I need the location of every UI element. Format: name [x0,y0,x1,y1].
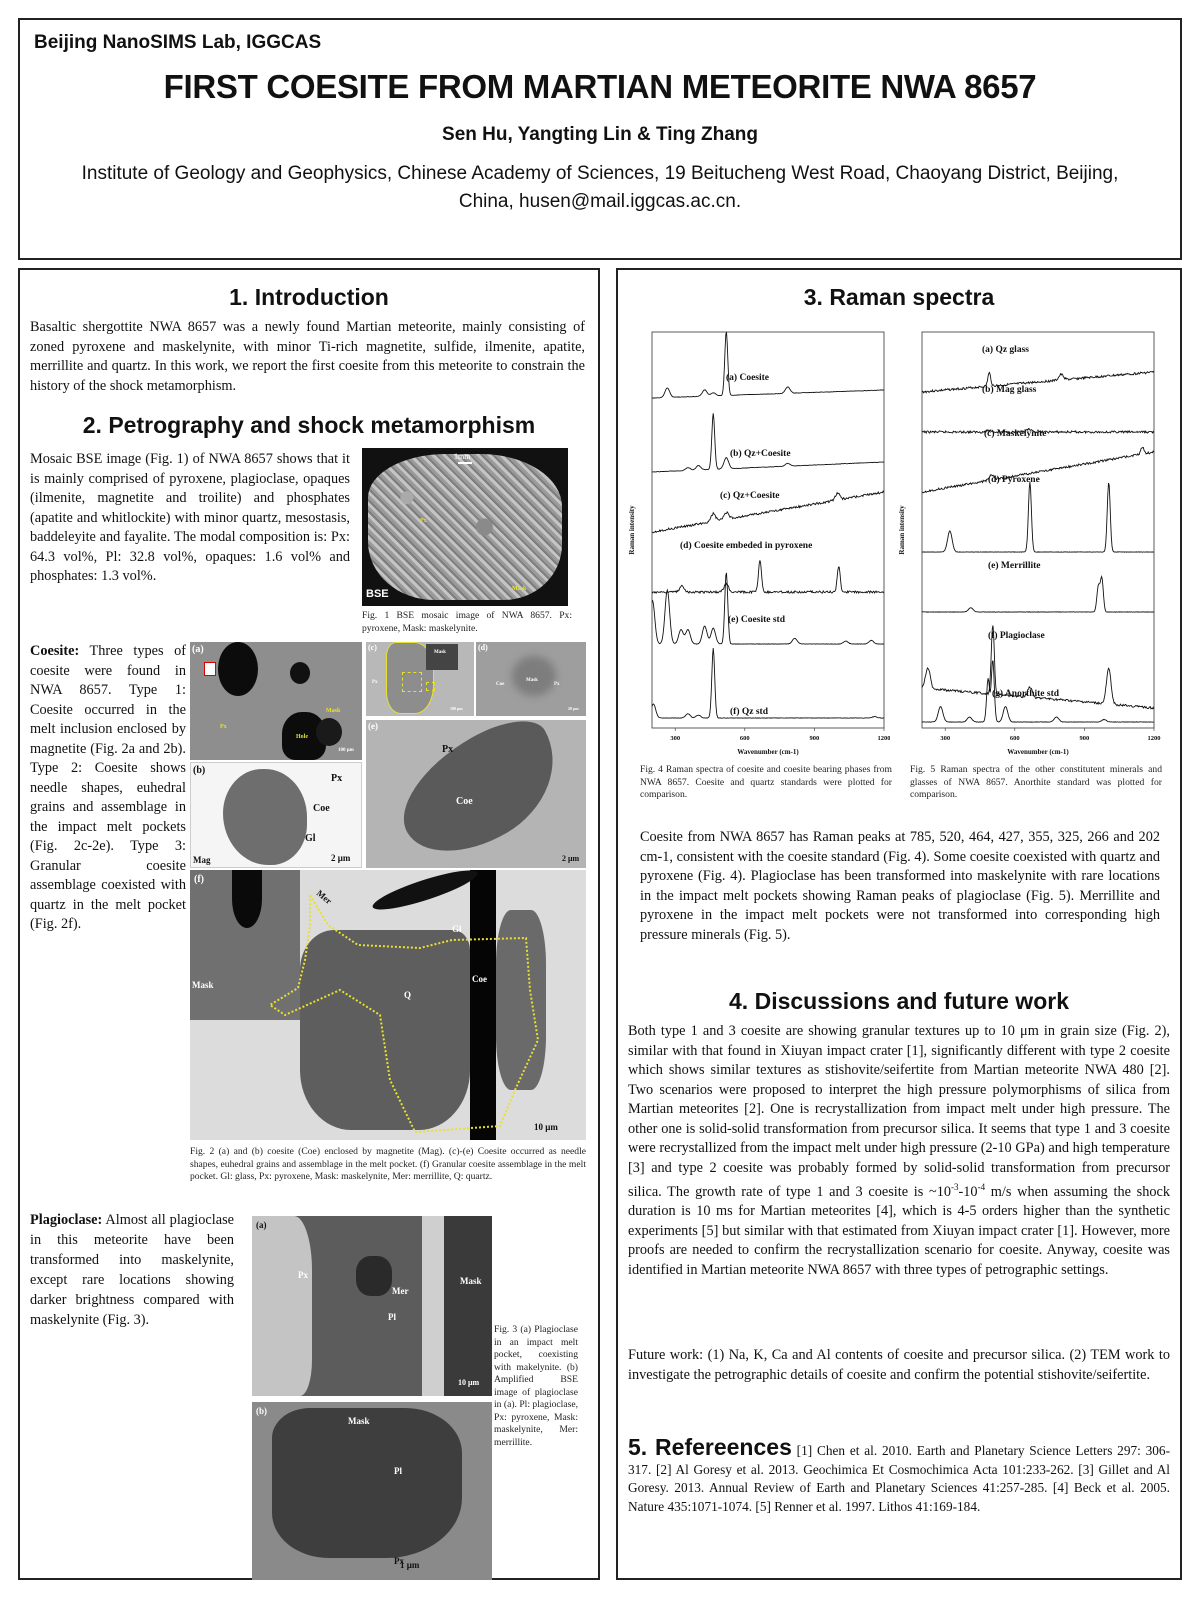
fig3a-label-mer: Mer [392,1286,409,1296]
fig2f-image [190,870,586,1140]
fig2e-scale: 2 μm [562,854,580,863]
future-work-text: Future work: (1) Na, K, Ca and Al contents of coesite and precursor silica. (2) TEM work to investigate the petrographic details of coesite and confirm the potential stishovite/seifertite. [628,1347,1170,1383]
fig3a-label-pl: Pl [388,1312,396,1322]
references-heading: 5. Refereences [628,1434,792,1460]
svg-text:(e) Merrillite: (e) Merrillite [988,561,1041,571]
svg-text:1200: 1200 [1147,735,1161,742]
affiliation: Institute of Geology and Geophysics, Chinese Academy of Sciences, 19 Beitucheng West Road, Chaoyang District, Beijing, China, husen@mail.iggcas.ac.cn. [81,163,1119,212]
svg-text:(f) Plagioclase: (f) Plagioclase [988,631,1045,641]
left-column [18,268,600,1580]
fig2c-tag: (c) [368,643,377,652]
svg-text:(g) Anorthite std: (g) Anorthite std [992,689,1060,699]
references [628,1434,1170,1516]
fig2f-tag: (f) [194,874,204,885]
fig2d-image [476,642,586,716]
fig4-raman-chart [622,322,890,762]
svg-text:600: 600 [1009,735,1020,742]
fig5-caption: Fig. 5 Raman spectra of the other constitutent minerals and glasses of NWA 8657. Anorthite standard was plotted for comparison. [910,764,1162,800]
bse-label: BSE [366,588,389,600]
fig1-bse-mosaic-image [362,448,568,606]
fig1-label-mask: Mask [512,586,527,592]
intro-text: Basaltic shergottite NWA 8657 was a newly found Martian meteorite, mainly consisting of zoned pyroxene and maskelynite, with minor Ti-rich magnetite, sulfide, ilmenite, apatite, merrillite and quartz. In this work, we report the first coesite from this meteorite to constrain the history of the shock metamorphism. [30,319,585,394]
svg-text:Raman intensity: Raman intensity [898,505,906,555]
scale-bar [458,462,472,464]
discussion-text: Both type 1 and 3 coesite are showing granular textures up to 10 μm in grain size (Fig. 2), similar with that found in Xiuyan impact crater [1], significantly different with type 2 coesite which shows similar textures as stishovite/seifertite from Martian meteorite NWA 480 [2]. Two scenarios were proposed to interpret the high pressure polymorphisms of silica from Martian meteorites [2]. One is recrystallization from impact melt under high pressure. The other one is solid-solid transformation from precursor silica. It seems that type 1 and 3 coesite were recrystallized from the impact melt under high pressure (2-10 GPa) and high temperature [3] and type 2 coesite was probably formed by solid-solid transformation from precursor silica. The growth rate of type 1 and 3 coesite is $\sim 10^{-3}-10^{-4}$ m/s when assuming the shock duration is 10 ms for Martian meteorites [4], which is 4-5 orders higher than the synthetic experiments [5] but similar with that estimated from Xiuyan impact crater [1]. However, more proofs are needed to confirm the recrystallization scenario for coesite. Anyway, coesite was identified in Martian meteorite NWA 8657 with three types of petrographic settings. [628,1023,1171,1278]
fig4-caption: Fig. 4 Raman spectra of coesite and coesite bearing phases from NWA 8657. Coesite and quartz standards were plotted for comparison. [640,764,892,800]
lab-name: Beijing NanoSIMS Lab, IGGCAS [34,32,322,53]
svg-text:Wavenumber (cm-1): Wavenumber (cm-1) [1007,748,1069,756]
poster-header [18,18,1182,260]
fig2d-label-mask: Mask [526,678,538,683]
discussion-heading: 4. Discussions and future work [729,988,1069,1014]
svg-text:Wavenumber (cm-1): Wavenumber (cm-1) [737,748,799,756]
svg-text:(d) Pyroxene: (d) Pyroxene [988,475,1040,485]
svg-text:1200: 1200 [877,735,890,742]
fig2e-label-coe: Coe [456,796,473,807]
fig2b-label-mag: Mag [193,855,211,865]
fig2e-tag: (e) [368,721,378,731]
fig2b-image [190,762,362,868]
svg-text:(a) Coesite: (a) Coesite [726,373,769,383]
fig2b-label-coe: Coe [313,803,330,814]
right-column [616,268,1182,1580]
fig2c-image [366,642,474,716]
intro-heading: 1. Introduction [229,284,389,310]
svg-text:900: 900 [809,735,820,742]
fig2e-label-px: Px [442,744,454,755]
svg-text:(c) Qz+Coesite: (c) Qz+Coesite [720,491,780,501]
fig2f-label-mask: Mask [192,980,214,990]
svg-text:Raman intensity: Raman intensity [628,505,636,555]
raman-text: Coesite from NWA 8657 has Raman peaks at 785, 520, 464, 427, 355, 325, 266 and 202 cm-1, consistent with the coesite standard (Fig. 4). Some coesite coexisted with quartz and pyroxene (Fig. 4). Plagioclase has been transformed into maskelynite with rare locations in the impact melt pockets showing Raman peaks of plagioclase (Fig. 5). Merrillite and pyroxene in the impact melt pockets were not transformed into corresponding high pressure minerals (Fig. 5). [640,829,1160,943]
fig2b-scale: 2 μm [331,853,351,863]
svg-text:300: 300 [670,735,681,742]
fig3b-label-pl: Pl [394,1466,402,1476]
authors: Sen Hu, Yangting Lin & Ting Zhang [442,124,758,145]
fig5-raman-chart [892,322,1162,762]
svg-text:(b) Mag glass: (b) Mag glass [982,385,1037,395]
plagioclase-body: Almost all plagioclase in this meteorite have been transformed into maskelynite, except rare locations showing darker brightness compared with maskelynite (Fig. 3). [30,1212,234,1328]
melt-pocket-outline [190,870,586,1140]
fig2c-label-px: Px [372,680,378,685]
coesite-text [30,642,186,935]
fig3b-image [252,1402,492,1580]
svg-text:(e) Coesite std: (e) Coesite std [728,615,785,625]
petrography-text: Mosaic BSE image (Fig. 1) of NWA 8657 shows that it is mainly comprised of pyroxene, plagioclase, opaques (ilmenite, magnetite and troilite) and phosphates (apatite and whitlockite) with minor quartz, mesostasis, baddeleyite and fayalite. The modal composition is: Px: 64.3 vol%, Pl: 32.8 vol%, opaques: 1.6 vol% and phosphates: 1.3 vol%. [30,451,350,584]
fig2a-label-hole: Hole [296,734,308,740]
fig2a-scale: 100 μm [338,748,354,753]
svg-text:(a) Qz glass: (a) Qz glass [982,345,1029,355]
fig5-svg [892,322,1162,762]
fig2d-label-px: Px [554,682,560,687]
fig2a-label-mask: Mask [326,708,341,714]
fig2b-label-px: Px [331,773,343,784]
references-text: [1] Chen et al. 2010. Earth and Planetary Science Letters 297: 306-317. [2] Al Goresy et al. 2013. Geochimica Et Cosmochimica Acta 101:233-262. [3] Gillet and Al Goresy. 2013. Annual Review of Earth and Planetary Sciences 41:257-285. [4] Beck et al. 2005. Nature 435:1071-1074. [5] Renner et al. 1997. Lithos 41:169-184. [628,1443,1170,1514]
fig3a-scale: 10 μm [458,1378,480,1387]
fig2f-scale: 10 μm [534,1122,558,1132]
fig4-svg [622,322,890,762]
fig2c-scale: 100 μm [450,706,463,711]
fig2d-tag: (d) [478,643,488,652]
plagioclase-lead: Plagioclase: [30,1212,103,1228]
fig2f-label-mer: Mer [314,887,334,907]
plagioclase-text [30,1210,234,1330]
petrography-heading: 2. Petrography and shock metamorphism [82,412,536,438]
fig2a-image [190,642,362,760]
fig2f-label-coe: Coe [472,974,487,984]
fig2a-label-px: Px [220,724,227,730]
fig3a-tag: (a) [256,1220,267,1230]
fig3a-image [252,1216,492,1396]
fig2d-label-coe: Coe [496,682,505,687]
svg-text:300: 300 [940,735,951,742]
svg-text:(c) Maskelynite: (c) Maskelynite [984,429,1047,439]
fig2d-scale: 20 μm [568,706,579,711]
fig2e-image [366,720,586,868]
fig2-caption: Fig. 2 (a) and (b) coesite (Coe) enclosed by magnetite (Mag). (c)-(e) Coesite occurred as needle shapes, euhedral grains and assemblage in the melt pocket. (f) Granular coesite assemblage in the melt pocket. Gl: glass, Px: pyroxene, Mask: maskelynite, Mer: merrillite, Q: quartz. [190,1146,586,1182]
svg-text:(d) Coesite embeded in pyroxen: (d) Coesite embeded in pyroxene [680,541,813,551]
fig3a-label-px: Px [298,1270,308,1280]
fig3b-label-px: Px [394,1556,404,1566]
raman-heading: 3. Raman spectra [803,284,995,310]
coesite-lead: Coesite: [30,643,80,659]
fig1-scale: 1mm [454,452,471,461]
fig1-label-px: Px [420,518,427,524]
svg-text:(f) Qz std: (f) Qz std [730,707,768,717]
meteorite-section [368,454,562,600]
fig1-caption: Fig. 1 BSE mosaic image of NWA 8657. Px: pyroxene, Mask: maskelynite. [362,610,572,634]
fig2c-label-mask: Mask [434,650,446,655]
svg-text:900: 900 [1079,735,1090,742]
fig3b-tag: (b) [256,1406,267,1416]
fig3b-label-mask: Mask [348,1416,370,1426]
svg-text:(b) Qz+Coesite: (b) Qz+Coesite [730,449,791,459]
fig3b-scale: 1 μm [400,1560,420,1570]
fig2a-tag: (a) [192,644,204,655]
coesite-body: Three types of coesite were found in NWA 8657. Type 1: Coesite occurred in the melt inclusion enclosed by magnetite (Fig. 2a and 2b). Type 2: Coesite shows needle shapes, euhedral grains and assemblage in the impact melt pockets (Fig. 2c-2e). Type 3: Granular coesite assemblage coexisted with quartz in the melt pocket (Fig. 2f). [30,643,186,932]
fig3a-label-mask: Mask [460,1276,482,1286]
fig2f-label-q: Q [404,990,412,1000]
fig2b-tag: (b) [193,765,206,776]
svg-text:600: 600 [739,735,750,742]
fig2b-label-gl: Gl [305,833,316,844]
poster-title: FIRST COESITE FROM MARTIAN METEORITE NWA 8657 [163,68,1037,105]
fig3-caption: Fig. 3 (a) Plagioclase in an impact melt pocket, coexisting with makelynite. (b) Amplified BSE image of plagioclase in (a). Pl: plagioclase, Px: pyroxene, Mask: maskelynite, Mer: merrillite. [494,1324,578,1448]
fig2f-label-gl: Gl [452,924,462,934]
